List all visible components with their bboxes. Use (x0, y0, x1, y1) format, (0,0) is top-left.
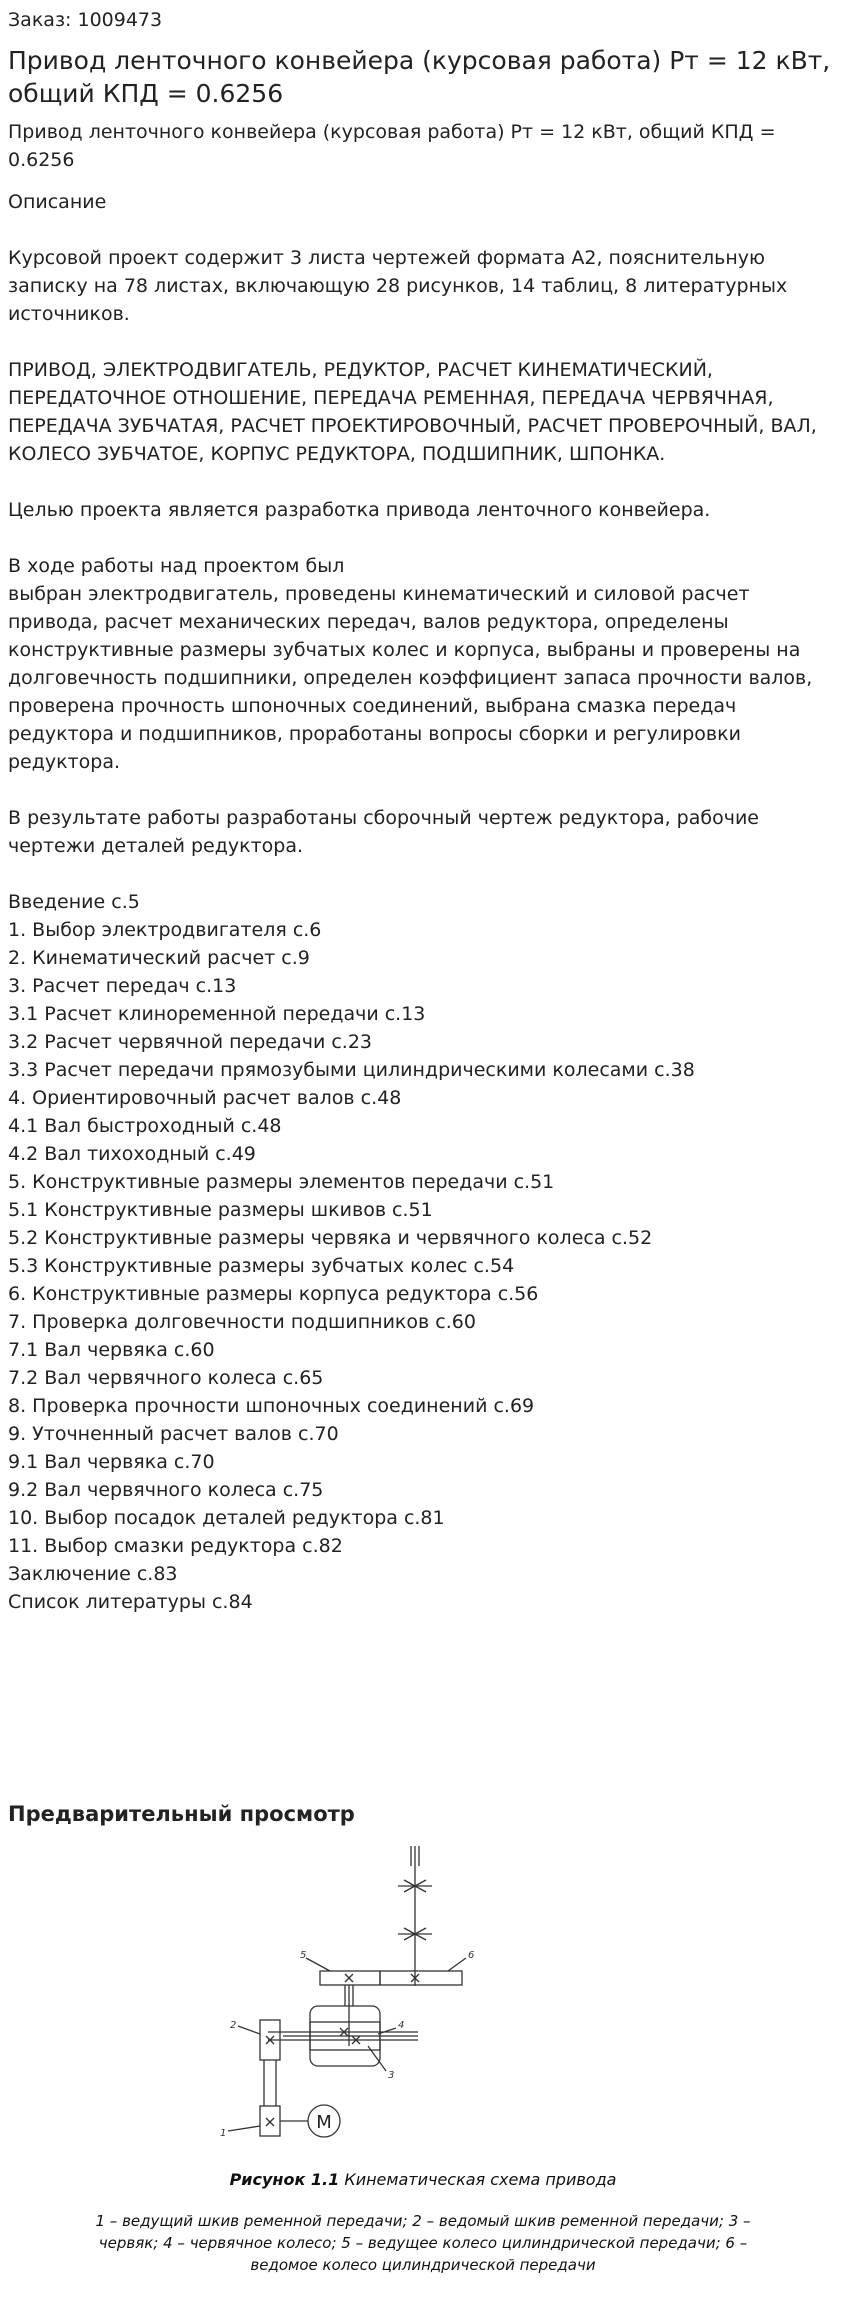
figure-legend (8, 2210, 838, 2276)
goal-paragraph: Целью проекта является разработка привода ленточного конвейера. (8, 499, 711, 521)
toc-item: 2. Кинематический расчет с.9 (8, 947, 310, 969)
toc-item: 9.1 Вал червяка с.70 (8, 1451, 215, 1473)
toc-item: 4. Ориентировочный расчет валов с.48 (8, 1087, 402, 1109)
toc-item: 9.2 Вал червячного колеса с.75 (8, 1479, 324, 1501)
toc-item: 10. Выбор посадок деталей редуктора с.81 (8, 1507, 445, 1529)
toc-item: 8. Проверка прочности шпоночных соединений с.69 (8, 1395, 535, 1417)
toc-item: Заключение с.83 (8, 1563, 178, 1585)
toc-item: 1. Выбор электродвигателя с.6 (8, 919, 322, 941)
toc-item: 3. Расчет передач с.13 (8, 975, 237, 997)
page (8, 0, 838, 2274)
preview-heading: Предварительный просмотр (8, 1802, 355, 1826)
toc-item: 6. Конструктивные размеры корпуса редуктора с.56 (8, 1283, 539, 1305)
figure-legend-line: червяк; 4 – червячное колесо; 5 – ведущее колесо цилиндрической передачи; 6 – (98, 2234, 748, 2252)
toc-item: Список литературы с.84 (8, 1591, 253, 1613)
order-number: Заказ: 1009473 (8, 9, 163, 31)
toc-item: 5.3 Конструктивные размеры зубчатых колес с.54 (8, 1255, 515, 1277)
toc-item: 7.1 Вал червяка с.60 (8, 1339, 215, 1361)
toc-item: 9. Уточненный расчет валов с.70 (8, 1423, 339, 1445)
toc-item: 4.1 Вал быстроходный с.48 (8, 1115, 282, 1137)
figure-caption (8, 2170, 838, 2189)
keywords-paragraph: ПРИВОД, ЭЛЕКТРОДВИГАТЕЛЬ, РЕДУКТОР, РАСЧЕТ КИНЕМАТИЧЕСКИЙ, ПЕРЕДАТОЧНОЕ ОТНОШЕНИЕ, ПЕРЕДАЧА РЕМЕННАЯ, ПЕРЕДАЧА ЧЕРВЯЧНАЯ, ПЕРЕДАЧА ЗУБЧАТАЯ, РАСЧЕТ ПРОЕКТИРОВОЧНЫЙ, РАСЧЕТ ПРОВЕРОЧНЫЙ, ВАЛ, КОЛЕСО ЗУБЧАТОЕ, КОРПУС РЕДУКТОРА, ПОДШИПНИК, ШПОНКА. (8, 359, 817, 465)
callout-label: 4 (398, 2020, 405, 2031)
figure-legend-line: 1 – ведущий шкив ременной передачи; 2 – ведомый шкив ременной передачи; 3 – (95, 2212, 751, 2230)
figure-title: Кинематическая схема привода (344, 2170, 617, 2189)
toc-item: 5.2 Конструктивные размеры червяка и червячного колеса с.52 (8, 1227, 653, 1249)
description-label: Описание (8, 191, 107, 213)
kinematic-scheme-figure (8, 1846, 838, 2320)
toc-item: 7. Проверка долговечности подшипников с.60 (8, 1311, 476, 1333)
toc-item: 3.1 Расчет клиноременной передачи с.13 (8, 1003, 426, 1025)
toc-item: 3.3 Расчет передачи прямозубыми цилиндрическими колесами с.38 (8, 1059, 695, 1081)
figure-legend-line: ведомое колесо цилиндрической передачи (250, 2256, 596, 2274)
toc-item: 5.1 Конструктивные размеры шкивов с.51 (8, 1199, 433, 1221)
callout-label: 3 (388, 2070, 395, 2081)
result-paragraph: В результате работы разработаны сборочный чертеж редуктора, рабочие чертежи деталей редуктора. (8, 807, 759, 857)
description-paragraph: Курсовой проект содержит 3 листа чертежей формата А2, пояснительную записку на 78 листах, включающую 28 рисунков, 14 таблиц, 8 литературных источников. (8, 247, 788, 325)
toc-item: 5. Конструктивные размеры элементов передачи с.51 (8, 1171, 555, 1193)
toc-item: 4.2 Вал тихоходный с.49 (8, 1143, 256, 1165)
table-of-contents (8, 888, 838, 1616)
callout-label: 6 (468, 1950, 475, 1961)
kinematic-scheme-drawing (208, 1846, 508, 2166)
work-paragraph: В ходе работы над проектом был выбран электродвигатель, проведены кинематический и силовой расчет привода, расчет механических передач, валов редуктора, определены конструктивные размеры зубчатых колес и корпуса, выбраны и проверены на долговечность подшипники, определен коэффициент запаса прочности валов, проверена прочность шпоночных соединений, выбрана смазка передач редуктора и подшипников, проработаны вопросы сборки и регулировки редуктора. (8, 555, 813, 773)
page-title: Привод ленточного конвейера (курсовая работа) Рт = 12 кВт, общий КПД = 0.6256 (8, 46, 831, 108)
toc-item: 11. Выбор смазки редуктора с.82 (8, 1535, 343, 1557)
figure-number: Рисунок 1.1 (229, 2170, 340, 2189)
callout-label: 5 (300, 1950, 307, 1961)
toc-item: 7.2 Вал червячного колеса с.65 (8, 1367, 324, 1389)
toc-item: 3.2 Расчет червячной передачи с.23 (8, 1031, 373, 1053)
callout-label: 1 (220, 2128, 227, 2139)
page-subtitle: Привод ленточного конвейера (курсовая работа) Рт = 12 кВт, общий КПД = 0.6256 (8, 121, 776, 171)
toc-item: Введение с.5 (8, 891, 140, 913)
motor-label: M (316, 2112, 332, 2133)
callout-label: 2 (230, 2020, 237, 2031)
